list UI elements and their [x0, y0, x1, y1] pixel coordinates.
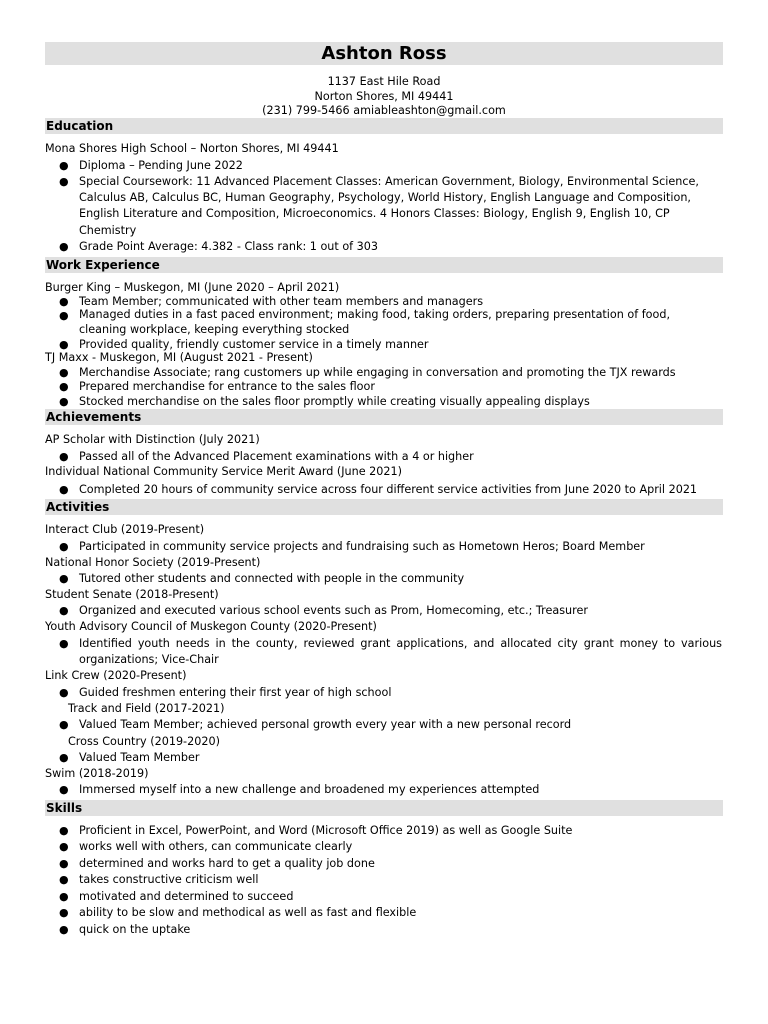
bullet-glyph: ● [59, 175, 69, 188]
bullet-glyph: ● [59, 840, 69, 853]
section-heading-activities: Activities [45, 499, 723, 515]
bullet-glyph: ● [59, 751, 69, 764]
bullet-glyph: ● [59, 873, 69, 886]
address-line-2: Norton Shores, MI 49441 [314, 90, 454, 103]
bullet-glyph: ● [59, 540, 69, 553]
section-heading-skills: Skills [45, 800, 723, 816]
bullet-glyph: ● [59, 380, 69, 393]
section-heading-achievements: Achievements [45, 409, 723, 425]
bullet-glyph: ● [59, 295, 69, 308]
skill-item: determined and works hard to get a quality job done [79, 857, 375, 870]
activity-bullet: Organized and executed various school events such as Prom, Homecoming, etc.; Treasurer [79, 604, 588, 617]
name-heading: Ashton Ross [45, 42, 723, 65]
achievement-bullet: Completed 20 hours of community service across four different service activities from June 2020 to April 2021 [79, 483, 698, 496]
activity-title: Interact Club (2019-Present) [45, 523, 205, 536]
activity-bullet: Guided freshmen entering their first year of high school [79, 686, 392, 699]
activity-title: Link Crew (2020-Present) [45, 669, 187, 682]
job-bullet: Provided quality, friendly customer service in a timely manner [79, 338, 429, 351]
bullet-glyph: ● [59, 366, 69, 379]
bullet-glyph: ● [59, 923, 69, 936]
activity-title: Youth Advisory Council of Muskegon County (2020-Present) [45, 620, 377, 633]
skill-item: ability to be slow and methodical as well as fast and flexible [79, 906, 417, 919]
skill-item: quick on the uptake [79, 923, 191, 936]
activity-title: Student Senate (2018-Present) [45, 588, 219, 601]
education-bullet: Diploma – Pending June 2022 [79, 159, 243, 172]
bullet-glyph: ● [59, 824, 69, 837]
skill-item: works well with others, can communicate clearly [79, 840, 353, 853]
skill-item: Proficient in Excel, PowerPoint, and Word (Microsoft Office 2019) as well as Google Suite [79, 824, 573, 837]
bullet-glyph: ● [59, 159, 69, 172]
bullet-glyph: ● [59, 857, 69, 870]
bullet-glyph: ● [59, 783, 69, 796]
school-name: Mona Shores High School – Norton Shores, MI 49441 [45, 142, 339, 155]
education-bullet: Grade Point Average: 4.382 - Class rank: 1 out of 303 [79, 240, 379, 253]
education-bullet: Special Coursework: 11 Advanced Placement Classes: American Government, Biology, Environmental Science, Calculus AB, Calculus BC, Human Geography, Psychology, World History, English Language and Composition, English Literature and Composition, Microeconomics. 4 Honors Classes: Biology, English 9, English 10, CP Chemistry [79, 175, 699, 237]
activity-title: National Honor Society (2019-Present) [45, 556, 261, 569]
activity-bullet: Valued Team Member [79, 751, 200, 764]
bullet-glyph: ● [59, 890, 69, 903]
bullet-glyph: ● [59, 686, 69, 699]
bullet-glyph: ● [59, 338, 69, 351]
bullet-glyph: ● [59, 604, 69, 617]
activity-bullet: Participated in community service projects and fundraising such as Hometown Heros; Board Member [79, 540, 645, 553]
skill-item: motivated and determined to succeed [79, 890, 294, 903]
activity-bullet: Valued Team Member; achieved personal growth every year with a new personal record [79, 718, 572, 731]
job-title: Burger King – Muskegon, MI (June 2020 – April 2021) [45, 281, 340, 294]
bullet-glyph: ● [59, 395, 69, 408]
bullet-glyph: ● [59, 450, 69, 463]
bullet-glyph: ● [59, 637, 69, 650]
job-bullet: Prepared merchandise for entrance to the sales floor [79, 380, 375, 393]
activity-title: Track and Field (2017-2021) [68, 702, 225, 715]
section-heading-education: Education [45, 118, 723, 134]
contact-line: (231) 799-5466 amiableashton@gmail.com [262, 104, 506, 117]
achievement-title: Individual National Community Service Merit Award (June 2021) [45, 465, 402, 478]
bullet-glyph: ● [59, 483, 69, 496]
achievement-bullet: Passed all of the Advanced Placement examinations with a 4 or higher [79, 450, 474, 463]
job-bullet: Managed duties in a fast paced environment; making food, taking orders, preparing presentation of food, cleaning workplace, keeping everything stocked [79, 308, 671, 336]
activity-bullet: Tutored other students and connected with people in the community [79, 572, 465, 585]
bullet-glyph: ● [59, 240, 69, 253]
job-title: TJ Maxx - Muskegon, MI (August 2021 - Present) [45, 351, 313, 364]
bullet-glyph: ● [59, 906, 69, 919]
activity-bullet: Immersed myself into a new challenge and broadened my experiences attempted [79, 783, 540, 796]
activity-title: Cross Country (2019-2020) [68, 735, 220, 748]
bullet-glyph: ● [59, 572, 69, 585]
job-bullet: Stocked merchandise on the sales floor promptly while creating visually appealing displays [79, 395, 590, 408]
bullet-glyph: ● [59, 309, 69, 322]
job-bullet: Team Member; communicated with other team members and managers [79, 295, 484, 308]
skill-item: takes constructive criticism well [79, 873, 259, 886]
activity-bullet: Identified youth needs in the county, reviewed grant applications, and allocated city grant money to various organizations; Vice-Chair [79, 637, 722, 667]
activity-title: Swim (2018-2019) [45, 767, 149, 780]
job-bullet: Merchandise Associate; rang customers up while engaging in conversation and promoting the TJX rewards [79, 366, 676, 379]
bullet-glyph: ● [59, 718, 69, 731]
section-heading-work-experience: Work Experience [45, 257, 723, 273]
address-line-1: 1137 East Hile Road [327, 75, 441, 88]
achievement-title: AP Scholar with Distinction (July 2021) [45, 433, 260, 446]
